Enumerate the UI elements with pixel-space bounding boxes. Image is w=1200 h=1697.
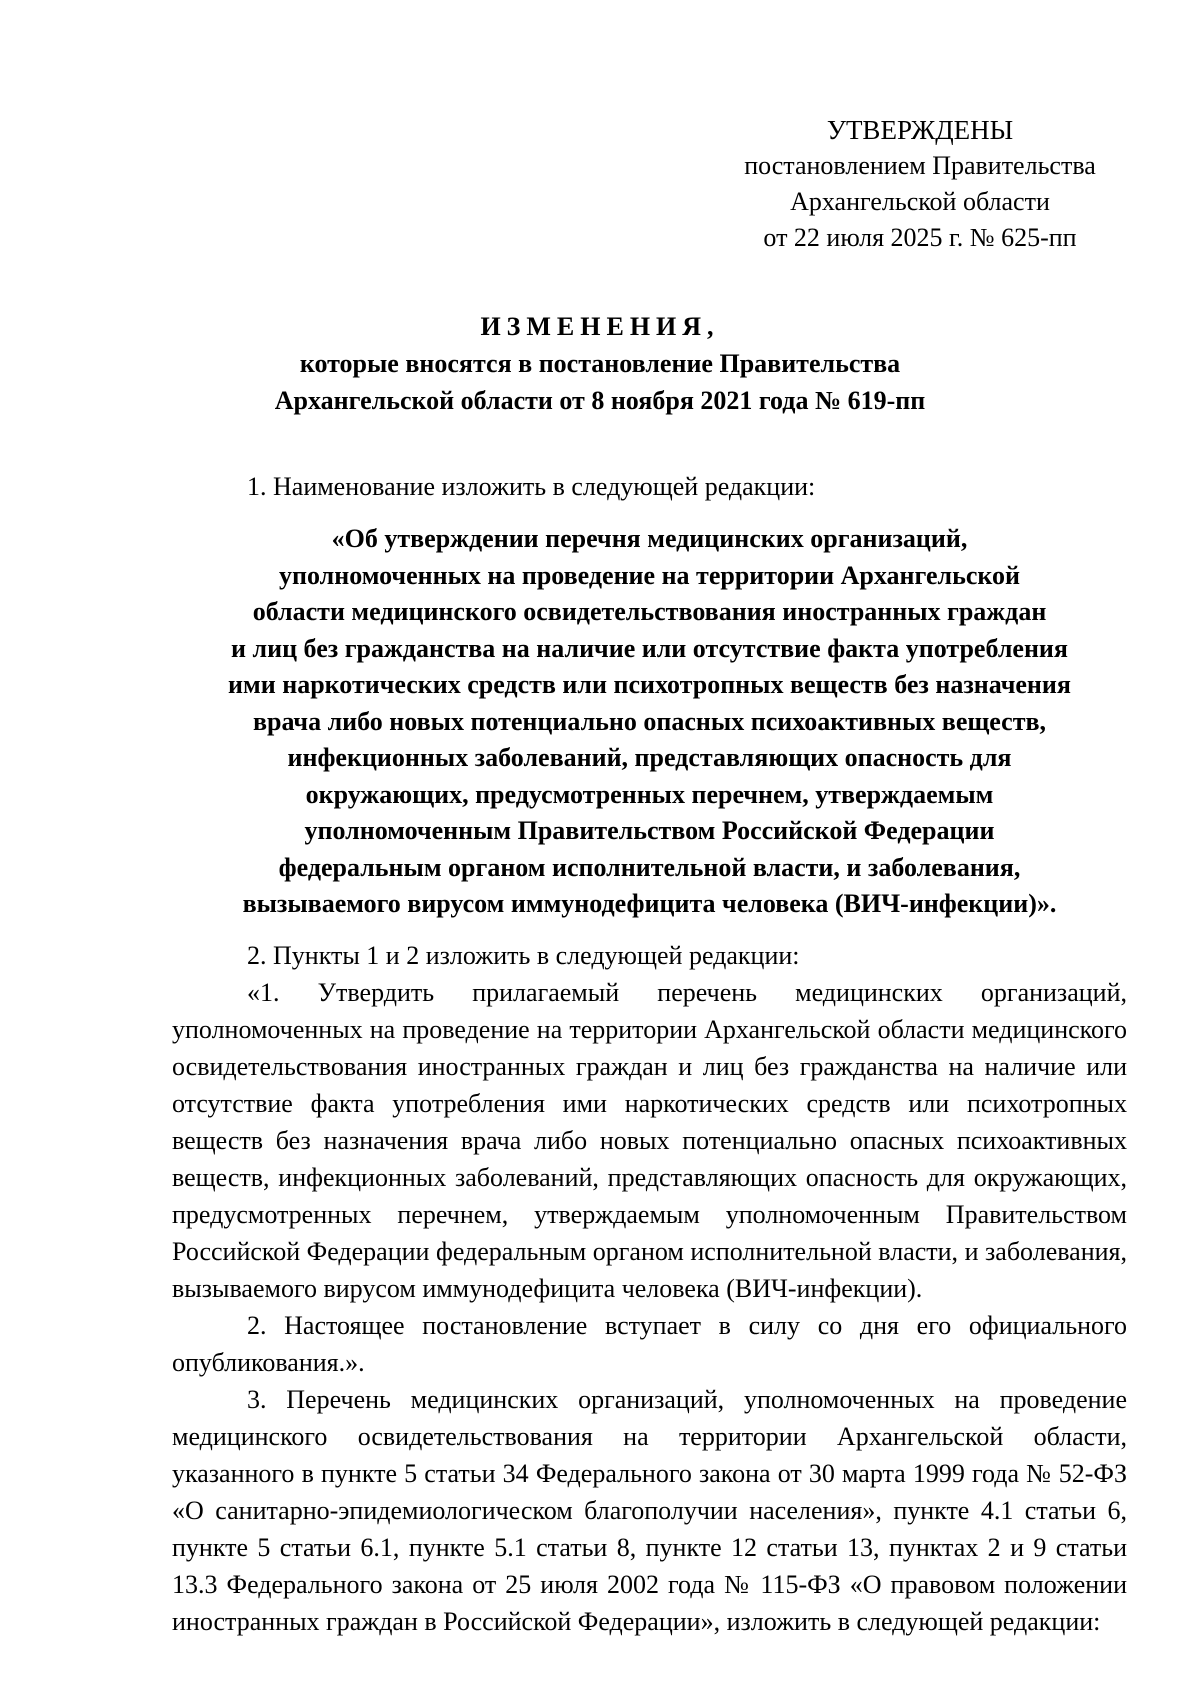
quoted-line: врача либо новых потенциально опасных психоактивных веществ,: [252, 706, 1047, 736]
title-line: которые вносятся в постановление Правительства: [299, 349, 901, 378]
approval-line: постановлением Правительства: [744, 151, 1096, 180]
approval-date-number: от 22 июля 2025 г. № 625-пп: [763, 223, 1077, 252]
quoted-line: области медицинского освидетельствования иностранных граждан: [252, 597, 1047, 626]
approval-heading: УТВЕРЖДЕНЫ: [826, 115, 1014, 145]
paragraph-item-1: 1. Наименование изложить в следующей редакции:: [247, 472, 816, 501]
quoted-line: и лиц без гражданства на наличие или отсутствие факта употребления: [231, 633, 1068, 663]
quoted-line: вызываемого вирусом иммунодефицита человека (ВИЧ-инфекции)».: [242, 889, 1057, 918]
title-heading: ИЗМЕНЕНИЯ,: [480, 312, 720, 341]
quoted-line: «Об утверждении перечня медицинских организаций,: [331, 524, 968, 553]
quoted-line: уполномоченным Правительством Российской Федерации: [304, 816, 995, 845]
title-line: Архангельской области от 8 ноября 2021 года № 619-пп: [274, 386, 926, 415]
quoted-line: окружающих, предусмотренных перечнем, утверждаемым: [305, 779, 994, 809]
quoted-line: ими наркотических средств или психотропных веществ без назначения: [228, 670, 1071, 699]
quoted-line: федеральным органом исполнительной власти, и заболевания,: [278, 852, 1021, 882]
document-title: [180, 308, 1020, 419]
quoted-line: уполномоченных на проведение на территории Архангельской: [279, 560, 1020, 590]
paragraph-item-2: 2. Пункты 1 и 2 изложить в следующей редакции:: [247, 940, 800, 970]
paragraph-item-3: 3. Перечень медицинских организаций, уполномоченных на проведение медицинского освидетельствования на территории Архангельской области, указанного в пункте 5 статьи 34 Федерального закона от 30 марта 1999 года № 52-ФЗ «О санитарно-эпидемиологическом благополучии населения», пункте 4.1 статьи 6, пункте 5 статьи 6.1, пункте 5.1 статьи 8, пункте 12 статьи 13, пунктах 2 и 9 статьи 13.3 Федерального закона от 25 июля 2002 года № 115-ФЗ «О правовом положении иностранных граждан в Российской Федерации», изложить в следующей редакции:: [172, 1384, 1127, 1636]
approval-line: Архангельской области: [790, 187, 1050, 216]
document-body: [172, 468, 1127, 1640]
quoted-new-name: [172, 521, 1127, 923]
approval-stamp: [720, 112, 1120, 256]
paragraph-item-2-sub-2: 2. Настоящее постановление вступает в силу со дня его официального опубликования.».: [172, 1310, 1127, 1377]
quoted-line: инфекционных заболеваний, представляющих опасность для: [287, 743, 1012, 772]
paragraph-item-2-sub-1: «1. Утвердить прилагаемый перечень медицинских организаций, уполномоченных на проведение на территории Архангельской области медицинского освидетельствования иностранных граждан и лиц без гражданства на наличие или отсутствие факта употребления ими наркотических средств или психотропных веществ без назначения врача либо новых потенциально опасных психоактивных веществ, инфекционных заболеваний, представляющих опасность для окружающих, предусмотренных перечнем, утверждаемым уполномоченным Правительством Российской Федерации федеральным органом исполнительной власти, и заболевания, вызываемого вирусом иммунодефицита человека (ВИЧ-инфекции).: [172, 977, 1127, 1303]
